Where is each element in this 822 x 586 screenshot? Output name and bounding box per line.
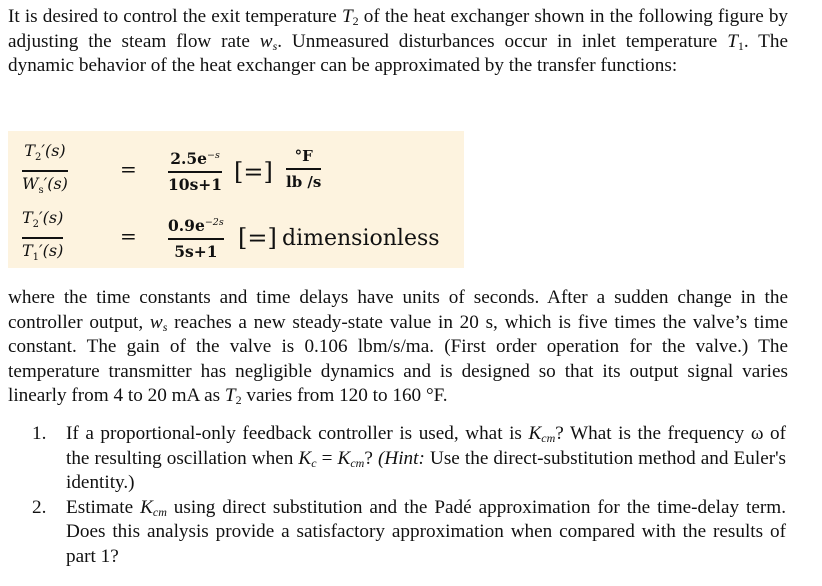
question-2-number: 2.: [32, 496, 47, 518]
eq1-unit-numerator: °F: [294, 147, 313, 165]
eq1-rhs-bar: [168, 171, 222, 173]
eq2-rhs-denominator: 5s+1: [174, 241, 218, 261]
body-var-ws-sub: s: [162, 319, 168, 334]
eq2-bracket: [=]: [238, 224, 277, 252]
eq2-equals: =: [120, 224, 137, 248]
question-1: [32, 422, 786, 496]
eq1-rhs-fraction: [168, 145, 222, 196]
body-var-T2-sub: 2: [235, 393, 242, 407]
eq2-lhs-fraction: [22, 207, 63, 269]
var-ws-sub: s: [272, 38, 278, 53]
body-text-a: where the time constants and time delays have units of seconds. After a sudden change in the controller output,: [8, 287, 788, 333]
intro-text-c: . Unmeasured disturbances occur in inlet temperature: [277, 30, 718, 52]
transfer-function-box: [8, 131, 464, 268]
eq2-lhs-numerator: $T_2'(s)$: [22, 208, 64, 231]
eq1-equals: =: [120, 157, 137, 181]
eq1-bracket: [=]: [234, 158, 273, 186]
question-list: [32, 422, 786, 569]
eq2-lhs-denominator: $T_1'(s)$: [22, 240, 64, 263]
var-T2-sub: 2: [352, 14, 359, 28]
eq2-lhs-bar: [22, 237, 63, 239]
eq2-unit: dimensionless: [282, 226, 440, 251]
var-T1: T: [727, 30, 738, 52]
eq1-lhs-denominator: $W_s'(s)$: [22, 173, 68, 196]
eq2-rhs-fraction: [168, 212, 224, 263]
eq1-unit-bar: [286, 168, 321, 170]
question-1-number: 1.: [32, 423, 47, 444]
eq1-lhs-bar: [22, 170, 68, 172]
body-text-c: varies from 120 to 160 °F.: [246, 385, 448, 406]
body-var-T2: T: [224, 385, 236, 406]
body-var-ws: w: [149, 311, 163, 333]
var-ws: w: [259, 30, 273, 52]
intro-text-d: . The dynamic behavior of the heat exchanger can be approximated by the transfer functions:: [8, 30, 788, 76]
var-T2: T: [341, 6, 353, 27]
eq2-rhs-bar: [168, 238, 224, 240]
question-1-text: If a proportional-only feedback controller is used, what is $K_{cm}$? What is the frequency ω of the resulting oscillation when $K_c = K_{cm}$? (Hint: Use the direct-substitution method and Euler's identity.): [66, 423, 787, 493]
body-text-b: reaches a new steady-state value in 20 s, which is five times the valve’s time constant. The gain of the valve is 0.106 lbm/s/ma. (First order operation for the valve.) The temperature transmitter has negligible dynamics and is designed so that its output signal varies linearly from 4 to 20 mA as: [8, 311, 789, 406]
intro-text-b: of the heat exchanger shown in the following figure by adjusting the steam flow rate: [8, 6, 789, 52]
intro-text-a: It is desired to control the exit temperature: [8, 6, 337, 27]
eq1-lhs-fraction: [22, 140, 68, 202]
eq1-lhs-numerator: $T_2'(s)$: [24, 141, 66, 164]
eq1-unit-denominator: lb /s: [286, 172, 322, 191]
intro-paragraph: [8, 5, 788, 79]
body-paragraph: [8, 286, 788, 409]
question-2: [32, 496, 786, 570]
eq1-rhs-numerator: $2.5e^{-s}$: [170, 149, 220, 169]
eq1-rhs-denominator: 10s+1: [168, 174, 223, 194]
question-2-text: Estimate $K_{cm}$ using direct substitution and the Padé approximation for the time-delay term. Does this analysis provide a satisfactory approximation when compared with the results of part 1?: [66, 496, 786, 567]
eq2-rhs-numerator: $0.9e^{-2s}$: [168, 216, 224, 236]
eq1-unit-fraction: [286, 145, 321, 193]
var-T1-sub: 1: [737, 38, 744, 53]
